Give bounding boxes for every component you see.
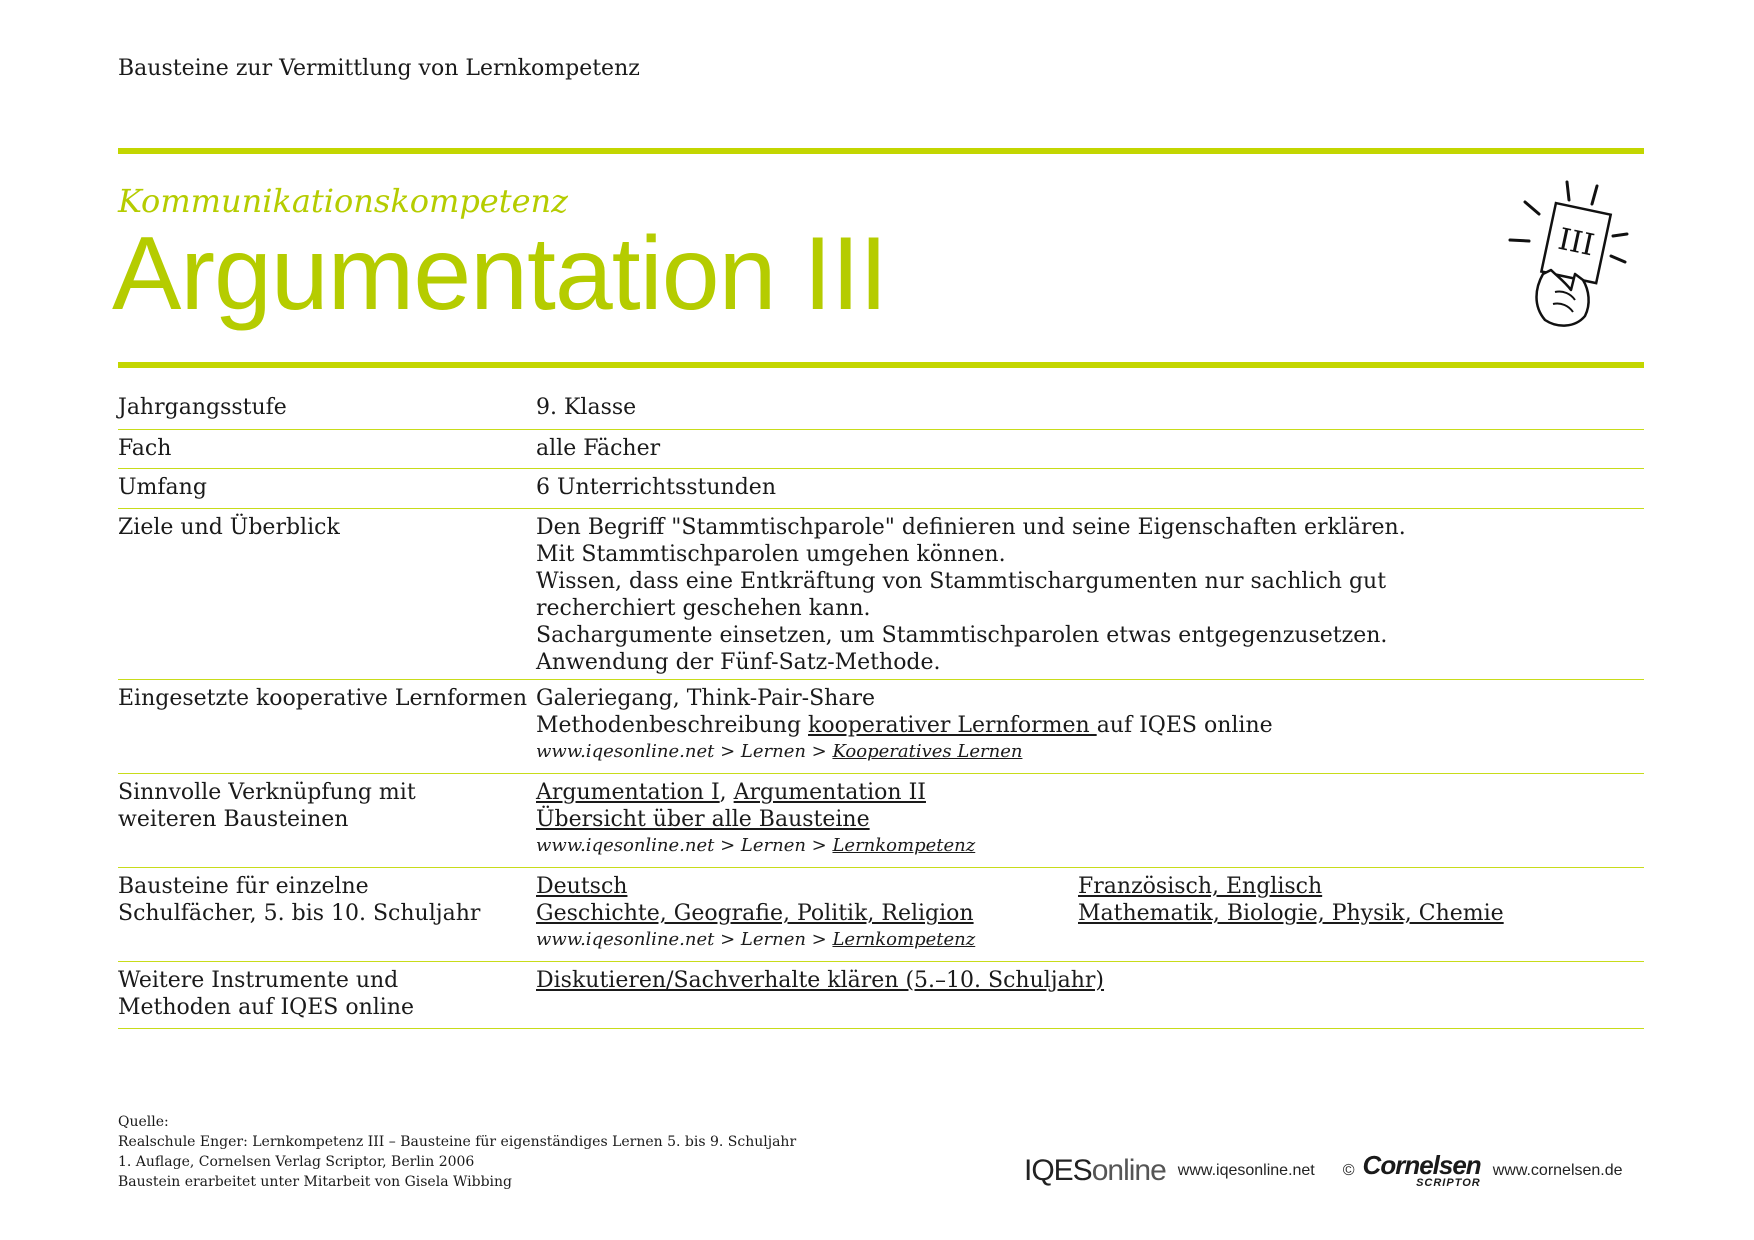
lernformen-description [536,712,1644,739]
table-row-umfang [118,469,1644,509]
ziele-line: Wissen, dass eine Entkräftung von Stammtischargumenten nur sachlich gut [536,569,1387,594]
copyright-symbol: © [1342,1161,1355,1179]
value-verknuepfung [536,774,1644,867]
iqes-url[interactable]: www.iqesonline.net [1177,1161,1315,1179]
breadcrumb [536,739,1644,764]
value-fach: alle Fächer [536,436,661,461]
label-line: Bausteine für einzelne [118,874,369,899]
table-row-fach [118,430,1644,469]
diskutieren-link[interactable]: Diskutieren/Sachverhalte klären (5.–10. Schuljahr) [536,968,1105,993]
value-ziele [536,509,1644,679]
value-schulfaecher [536,868,1644,961]
source-line: Baustein erarbeitet unter Mitarbeit von Gisela Wibbing [118,1174,512,1190]
breadcrumb [536,927,1644,952]
lernkompetenz-link[interactable]: Lernkompetenz [832,835,976,856]
cornelsen-url[interactable]: www.cornelsen.de [1492,1161,1623,1179]
kooperative-lernformen-link[interactable]: kooperativer Lernformen [808,713,1097,738]
label-line: Schulfächer, 5. bis 10. Schuljahr [118,901,481,926]
ziele-line: Den Begriff "Stammtischparole" definieren und seine Eigenschaften erklären. [536,515,1406,540]
category-title: Kommunikationskompetenz [118,182,568,220]
page-title: Argumentation III [112,216,887,332]
source-line: 1. Auflage, Cornelsen Verlag Scriptor, Berlin 2006 [118,1154,475,1170]
breadcrumb-prefix: www.iqesonline.net > Lernen > [536,741,833,762]
table-row-ziele [118,509,1644,680]
series-title: Bausteine zur Vermittlung von Lernkompetenz [118,56,640,81]
ziele-line: Sachargumente einsetzen, um Stammtischparolen etwas entgegenzusetzen. [536,623,1388,648]
deutsch-link[interactable]: Deutsch [536,874,628,899]
ziele-line: Anwendung der Fünf-Satz-Methode. [536,650,941,675]
top-rule [118,148,1644,154]
table-row-instrumente [118,962,1644,1029]
lernformen-list: Galeriegang, Think-Pair-Share [536,686,875,711]
separator: , [719,780,734,805]
breadcrumb [536,833,1644,858]
uebersicht-link[interactable]: Übersicht über alle Bausteine [536,807,870,832]
description-prefix: Methodenbeschreibung [536,713,809,738]
value-jahrgang: 9. Klasse [536,395,637,420]
label-line: Weitere Instrumente und [118,968,399,993]
bottom-title-rule [118,362,1644,368]
card-badge-text: III [1555,221,1598,264]
label-line: Methoden auf IQES online [118,995,415,1020]
subject-column-right [1078,873,1620,927]
iqes-logo-b: online [1091,1153,1166,1187]
label-line: Sinnvolle Verknüpfung mit [118,780,416,805]
label-lernformen: Eingesetzte kooperative Lernformen [118,686,528,711]
overview-line [536,806,1644,833]
subject-columns [536,873,1644,927]
label-umfang: Umfang [118,475,207,500]
label-schulfaecher [118,868,536,961]
argumentation-ii-link[interactable]: Argumentation II [733,780,926,805]
breadcrumb-prefix: www.iqesonline.net > Lernen > [536,835,833,856]
label-verknuepfung [118,774,536,867]
franzoesisch-link[interactable]: Französisch, Englisch [1078,874,1323,899]
geschichte-link[interactable]: Geschichte, Geografie, Politik, Religion [536,901,974,926]
label-fach: Fach [118,436,172,461]
value-lernformen [536,680,1644,773]
cornelsen-logo [1363,1152,1481,1189]
value-umfang: 6 Unterrichtsstunden [536,475,776,500]
info-table [118,390,1644,1029]
footer-brands [1024,1152,1623,1189]
subject-column-left [536,873,1078,927]
description-suffix: auf IQES online [1096,713,1273,738]
cornelsen-logo-text: Cornelsen [1362,1150,1481,1180]
source-line: Realschule Enger: Lernkompetenz III – Bausteine für eigenständiges Lernen 5. bis 9. Schuljahr [118,1134,797,1150]
lernkompetenz-link[interactable]: Lernkompetenz [832,929,976,950]
label-instrumente [118,962,536,1028]
source-line: Quelle: [118,1114,169,1130]
label-line: weiteren Bausteinen [118,807,349,832]
table-row-verknuepfung [118,774,1644,868]
table-row-lernformen [118,680,1644,774]
kooperatives-lernen-link[interactable]: Kooperatives Lernen [832,741,1023,762]
label-ziele: Ziele und Überblick [118,515,340,540]
hand-holding-card-icon [1505,178,1635,338]
iqes-logo [1024,1154,1166,1188]
breadcrumb-prefix: www.iqesonline.net > Lernen > [536,929,833,950]
related-links [536,779,1644,806]
table-row-schulfaecher [118,868,1644,962]
mathematik-link[interactable]: Mathematik, Biologie, Physik, Chemie [1078,901,1504,926]
ziele-line: recherchiert geschehen kann. [536,596,871,621]
source-note [118,1112,796,1192]
ziele-line: Mit Stammtischparolen umgehen können. [536,542,1006,567]
argumentation-i-link[interactable]: Argumentation I [536,780,720,805]
table-row-jahrgang [118,390,1644,430]
label-jahrgang: Jahrgangsstufe [118,395,287,420]
value-instrumente [536,962,1644,1028]
iqes-logo-a: IQES [1024,1153,1092,1187]
cornelsen-logo-sub: SCRIPTOR [1416,1177,1481,1189]
